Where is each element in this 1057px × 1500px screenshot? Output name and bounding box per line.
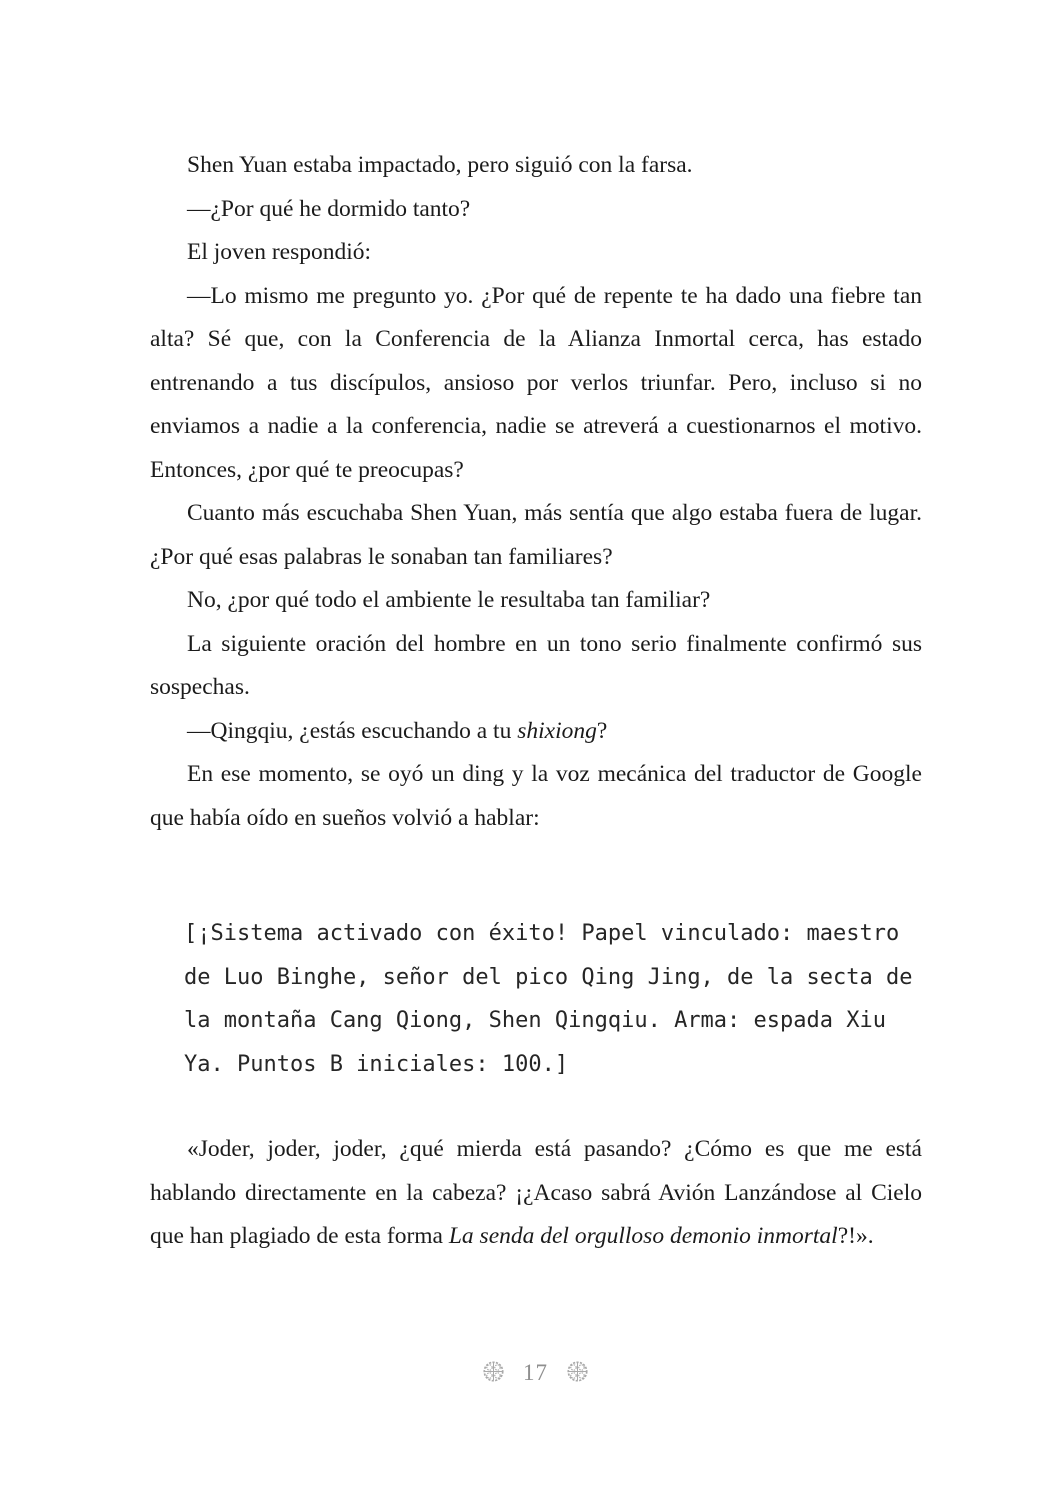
page-footer [7, 1350, 1057, 1392]
term-shixiong: shixiong [517, 717, 597, 744]
paragraph-dialogue [150, 710, 922, 754]
inner-monologue-text: ?!». [837, 1223, 874, 1249]
ornament-icon [567, 1361, 588, 1382]
system-message-line: Ya. Puntos B iniciales: 100.] [184, 1051, 569, 1077]
paragraph: El joven respondió: [187, 239, 372, 265]
ornament-icon [483, 1361, 504, 1382]
paragraph: La siguiente oración del hombre en un tono serio finalmente confirmó sus sospechas. [150, 630, 922, 700]
book-title-italic: La senda del orgulloso demonio inmortal [448, 1223, 838, 1249]
system-message-line: la montaña Cang Qiong, Shen Qingqiu. Arma: espada Xiu [184, 1008, 886, 1033]
body-text [150, 144, 922, 840]
inner-monologue-text: «Joder, joder, joder, ¿qué mierda está pasando? ¿Cómo es que me está hablando directamente en la cabeza? ¡¿Acaso sabrá Avión Lanzándose al Cielo que han plagiado de esta forma [150, 1136, 922, 1249]
system-message-block [184, 912, 929, 1086]
paragraph: En ese momento, se oyó un ding y la voz mecánica del traductor de Google que había oído en sueños volvió a hablar: [150, 761, 922, 831]
page-number: 17 [523, 1359, 548, 1385]
dialogue-text: ? [596, 717, 608, 744]
dialogue-text: —Qingqiu, ¿estás escuchando a tu [187, 717, 518, 744]
system-message-line: de Luo Binghe, señor del pico Qing Jing, de la secta de [184, 964, 913, 990]
paragraph-dialogue: —¿Por qué he dormido tanto? [187, 195, 471, 222]
paragraph: Cuanto más escuchaba Shen Yuan, más sentía que algo estaba fuera de lugar. ¿Por qué esas palabras le sonaban tan familiares? [150, 500, 922, 570]
paragraph: Shen Yuan estaba impactado, pero siguió con la farsa. [187, 152, 693, 178]
paragraph-dialogue: —Lo mismo me pregunto yo. ¿Por qué de repente te ha dado una fiebre tan alta? Sé que, con la Conferencia de la Alianza Inmortal cerca, has estado entrenando a tus discípulos, ansioso por verlos triunfar. Pero, incluso si no enviamos a nadie a la conferencia, nadie se atreverá a cuestionarnos el motivo. Entonces, ¿por qué te preocupas? [150, 282, 922, 483]
closing-paragraph [150, 1128, 922, 1259]
paragraph: No, ¿por qué todo el ambiente le resultaba tan familiar? [187, 587, 711, 613]
system-message-line: [¡Sistema activado con éxito! Papel vinculado: maestro [184, 921, 900, 946]
